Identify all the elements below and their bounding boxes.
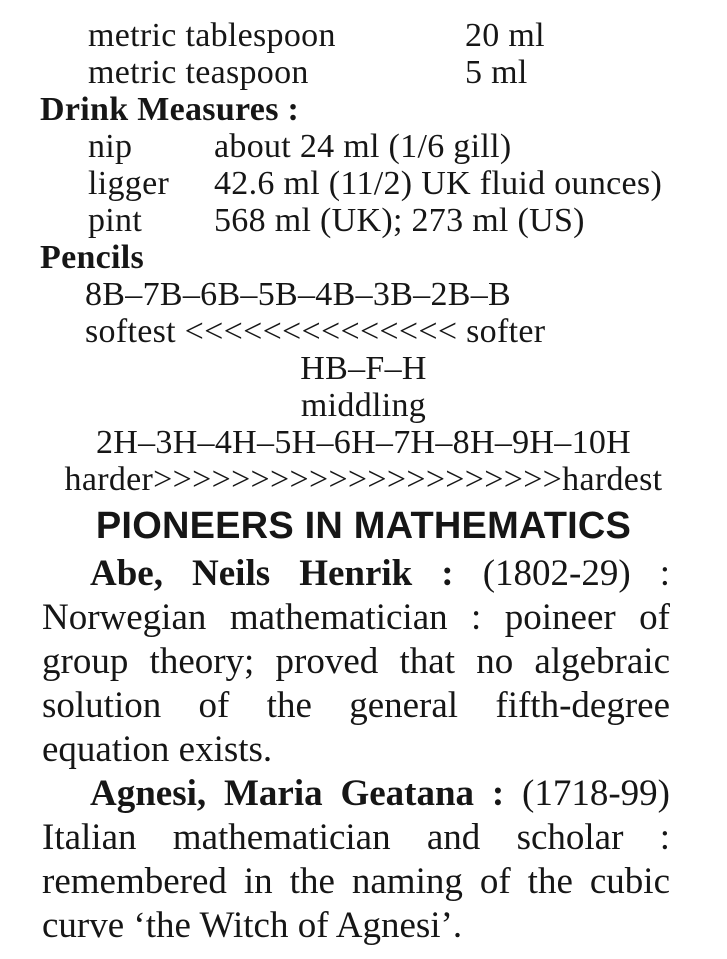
pencil-middle-scale: HB–F–H (300, 350, 427, 387)
pioneer-entry (42, 772, 670, 948)
drink-measures-heading: Drink Measures : (40, 91, 300, 128)
pencil-middle-label: middling (300, 387, 427, 424)
pioneer-entry (42, 552, 670, 772)
pencil-soft-scale: 8B–7B–6B–5B–4B–3B–2B–B (85, 276, 512, 313)
pioneer-details: (1718-99) Italian mathematician and scholar : remembered in the naming of the cubic curve ‘the Witch of Agnesi’. (42, 773, 670, 946)
measure-row (0, 202, 727, 239)
pioneer-name: Agnesi, Maria Geatana : (90, 773, 523, 814)
pencil-soft-gradient: softest <<<<<<<<<<<<<< softer (85, 313, 546, 350)
measure-label: pint (88, 202, 143, 239)
measure-label: nip (88, 128, 133, 165)
pencils-heading: Pencils (40, 239, 145, 276)
measure-value: about 24 ml (1/6 gill) (214, 128, 512, 165)
pioneer-name: Abe, Neils Henrik : (90, 553, 483, 594)
pioneers-entries (0, 552, 727, 948)
pioneer-details: (1802-29) : Norwegian mathematician : poineer of group theory; proved that no algebraic solution of the general fifth-degree equation exists. (42, 553, 671, 770)
pioneers-section-heading: PIONEERS IN MATHEMATICS (95, 505, 632, 547)
pencil-hard-scale: 2H–3H–4H–5H–6H–7H–8H–9H–10H (95, 424, 632, 461)
measure-value: 568 ml (UK); 273 ml (US) (214, 202, 585, 239)
measure-label: ligger (88, 165, 170, 202)
pencil-hard-gradient: harder>>>>>>>>>>>>>>>>>>>>>hardest (64, 461, 663, 498)
measure-row (0, 17, 727, 54)
measure-label: metric teaspoon (88, 54, 309, 91)
measure-label: metric tablespoon (88, 17, 336, 54)
measure-row (0, 165, 727, 202)
measure-row (0, 54, 727, 91)
measure-value: 20 ml (465, 17, 545, 54)
measure-value: 5 ml (465, 54, 528, 91)
measure-value: 42.6 ml (11/2) UK fluid ounces) (214, 165, 663, 202)
measure-row (0, 128, 727, 165)
